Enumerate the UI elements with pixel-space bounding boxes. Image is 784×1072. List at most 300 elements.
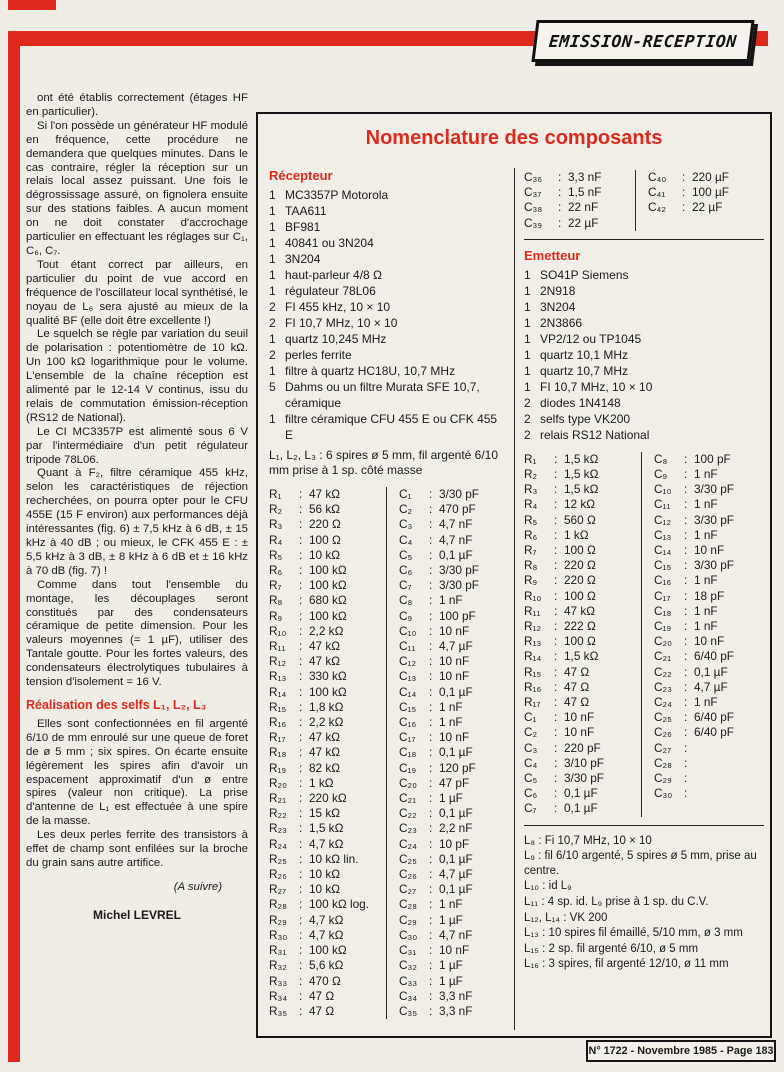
separator: : (429, 745, 433, 760)
separator: : (684, 619, 688, 634)
separator: : (299, 760, 303, 775)
separator: : (554, 801, 558, 816)
separator: : (429, 882, 433, 897)
component-item (524, 347, 764, 363)
rc-row (654, 589, 764, 604)
component-label: FI 455 kHz, 10 × 10 (285, 300, 391, 314)
top-left-red-mark (8, 0, 56, 10)
separator: : (684, 527, 688, 542)
component-name: C₃₂ (399, 958, 417, 973)
component-name: R₁₄ (524, 649, 542, 664)
component-value: 10 kΩ (309, 547, 341, 562)
separator: : (554, 467, 558, 482)
rc-row (654, 573, 764, 588)
component-qty: 1 (524, 347, 531, 362)
separator: : (429, 1003, 433, 1018)
component-value: 47 Ω (309, 1003, 335, 1018)
separator: : (429, 791, 433, 806)
separator: : (684, 497, 688, 512)
component-value: 1 µF (439, 791, 463, 806)
component-qty: 1 (269, 252, 276, 266)
rc-row (648, 200, 764, 215)
component-qty: 1 (269, 236, 276, 250)
separator: : (299, 593, 303, 608)
separator: : (554, 771, 558, 786)
component-name: C₃₄ (399, 988, 418, 1003)
emitter-rc-table (524, 452, 764, 817)
component-name: C₃₆ (524, 170, 543, 184)
component-value: 1,5 kΩ (564, 467, 599, 482)
component-name: C₃₀ (399, 927, 418, 942)
separator: : (299, 669, 303, 684)
component-qty: 2 (524, 395, 531, 410)
rc-row (654, 695, 764, 710)
component-value: 0,1 µF (439, 684, 473, 699)
component-value: 100 kΩ (309, 578, 347, 593)
separator: : (299, 912, 303, 927)
component-name: C₁₇ (399, 730, 416, 745)
rc-row (648, 170, 764, 185)
component-item (269, 203, 507, 219)
component-value: 1 kΩ (309, 775, 334, 790)
component-name: C₃ (399, 517, 413, 532)
rc-row (524, 634, 637, 649)
rc-row (654, 634, 764, 649)
component-value: 3/10 pF (564, 755, 605, 770)
separator: : (554, 755, 558, 770)
rc-row (654, 649, 764, 664)
rc-row (399, 867, 507, 882)
component-value: 47 kΩ (309, 487, 341, 501)
component-name: R₁₂ (269, 654, 287, 669)
rc-row (399, 1004, 507, 1019)
component-qty: 1 (269, 188, 276, 202)
coil-note: L₁₃ : 10 spires fil émaillé, 5/10 mm, ø 3 mm (524, 927, 743, 940)
separator: : (684, 558, 688, 573)
component-name: C₁₃ (399, 669, 417, 684)
selfs-heading: Réalisation des selfs L₁, L₂, L₃ (26, 697, 207, 712)
rc-row (524, 543, 637, 558)
separator: : (299, 1003, 303, 1018)
component-name: C₂₆ (654, 725, 672, 740)
component-item (269, 331, 507, 347)
component-value: 0,1 µF (439, 851, 473, 866)
separator: : (684, 588, 688, 603)
coil-note: L₁₁ : 4 sp. id. L₉ prise à 1 sp. du C.V. (524, 896, 709, 909)
separator: : (299, 927, 303, 942)
component-value: 3,3 nF (439, 988, 473, 1003)
component-name: C₄₀ (648, 170, 667, 184)
separator: : (554, 451, 558, 466)
separator: : (558, 185, 562, 200)
rc-row (399, 487, 507, 502)
component-qty: 2 (524, 427, 531, 442)
rc-row (269, 867, 382, 882)
component-name: R₁₀ (524, 588, 542, 603)
separator: : (682, 170, 686, 184)
rc-row (524, 680, 637, 695)
component-value: 1,5 kΩ (309, 821, 344, 836)
component-value: 220 µF (692, 170, 729, 184)
separator: : (684, 603, 688, 618)
rc-row (654, 482, 764, 497)
component-item (269, 219, 507, 235)
component-value: 4,7 µF (439, 867, 473, 882)
component-name: C₂₈ (399, 897, 417, 912)
separator: : (299, 958, 303, 973)
rc-row (524, 801, 637, 816)
component-value: 3/30 pF (694, 482, 735, 497)
separator: : (299, 715, 303, 730)
component-name: C₁₈ (399, 745, 417, 760)
component-value: 47 Ω (564, 664, 590, 679)
component-value: 3/30 pF (694, 512, 735, 527)
component-label: FI 10,7 MHz, 10 × 10 (285, 316, 398, 330)
component-value: 220 Ω (309, 517, 341, 532)
component-name: C₂₀ (399, 775, 417, 790)
component-value: 0,1 µF (439, 745, 473, 760)
component-name: R₂₂ (269, 806, 287, 821)
component-label: perles ferrite (285, 348, 352, 362)
component-value: 47 kΩ (309, 639, 341, 654)
article-paragraph: Elles sont confectionnées en fil argenté 6/10 de mm enroulé sur une queue de foret de ø 5 mm ; six spires. On écarte ensuite légèrement les spires afin d'avoir un espacement approximatif d'un ø entre spires (valeur non critique). La prise d'antenne de L₁ est effectuée à une spire de la masse. (26, 717, 248, 828)
component-item (269, 315, 507, 331)
separator: : (429, 502, 433, 517)
separator: : (554, 634, 558, 649)
component-name: R₃₅ (269, 1003, 288, 1018)
component-value: 1 nF (439, 897, 463, 912)
component-name: R₇ (524, 543, 537, 558)
rc-row (269, 791, 382, 806)
component-name: R₆ (269, 563, 283, 578)
rc-row (654, 665, 764, 680)
component-value: 22 nF (568, 200, 599, 215)
component-qty: 1 (269, 412, 276, 426)
article-column (26, 92, 248, 923)
component-name: C₁₄ (399, 684, 417, 699)
separator: : (299, 775, 303, 790)
rc-row (399, 821, 507, 836)
component-name: C₂₄ (654, 695, 672, 710)
rc-row (269, 639, 382, 654)
component-label: 2N918 (540, 283, 576, 298)
separator: : (554, 725, 558, 740)
component-name: C₄ (399, 532, 413, 547)
component-name: C₄₂ (648, 200, 666, 215)
component-value: 1 nF (694, 619, 718, 634)
separator: : (299, 563, 303, 578)
component-value: 10 nF (439, 669, 470, 684)
component-value (694, 756, 764, 771)
component-qty: 1 (524, 283, 531, 298)
left-red-rule (8, 31, 20, 1062)
separator: : (684, 664, 688, 679)
coil-note: L₁₅ : 2 sp. fil argenté 6/10, ø 5 mm (524, 942, 699, 955)
component-value: 120 pF (439, 760, 476, 775)
separator: : (684, 771, 688, 786)
component-value: 100 Ω (564, 588, 596, 603)
component-item (524, 331, 764, 347)
component-name: R₂₇ (269, 882, 287, 897)
component-name: C₂₆ (399, 867, 417, 882)
rc-row (269, 913, 382, 928)
component-item (524, 411, 764, 427)
rc-row (524, 513, 637, 528)
separator: : (299, 897, 303, 912)
component-value: 4,7 nF (439, 927, 473, 942)
separator: : (299, 730, 303, 745)
component-name: C₁ (524, 710, 537, 725)
separator: : (299, 623, 303, 638)
separator: : (299, 639, 303, 654)
separator: : (554, 543, 558, 558)
component-qty: 2 (269, 316, 276, 330)
rc-row (654, 528, 764, 543)
component-name: R₂₆ (269, 867, 287, 882)
rc-row (269, 745, 382, 760)
separator: : (429, 851, 433, 866)
component-value: 4,7 kΩ (309, 927, 344, 942)
component-name: R₁₆ (269, 715, 287, 730)
section-badge (531, 20, 754, 62)
component-name: C₂₉ (654, 771, 672, 786)
component-label: 2N3866 (540, 315, 583, 330)
component-name: C₁₂ (399, 654, 417, 669)
rc-row (269, 578, 382, 593)
component-item (524, 267, 764, 283)
rc-row (524, 589, 637, 604)
rc-row (399, 654, 507, 669)
component-name: R₁ (524, 451, 537, 466)
component-name: C₃₁ (399, 943, 417, 958)
component-name: C₃₅ (399, 1003, 418, 1018)
component-value: 10 nF (564, 725, 595, 740)
component-name: R₃₂ (269, 958, 287, 973)
rc-row (524, 725, 637, 740)
rc-row (269, 609, 382, 624)
component-name: C₁₈ (654, 603, 672, 618)
page-footer (586, 1040, 776, 1062)
rc-row (654, 543, 764, 558)
rc-row (524, 185, 631, 200)
receiver-rc-table (269, 487, 507, 1019)
component-name: R₁₄ (269, 684, 287, 699)
separator: : (429, 988, 433, 1003)
emitter-component-list (524, 267, 764, 443)
component-name: R₂ (524, 467, 538, 482)
component-item (524, 283, 764, 299)
coil-note: L₁₂, L₁₄ : VK 200 (524, 911, 608, 924)
component-name: R₇ (269, 578, 282, 593)
component-name: R₅ (269, 547, 283, 562)
component-value: 470 Ω (309, 973, 341, 988)
component-value: 1 nF (439, 593, 463, 608)
component-name: C₂₅ (399, 851, 417, 866)
component-value (694, 741, 764, 756)
component-name: C₄ (524, 755, 538, 770)
component-name: R₃ (524, 482, 538, 497)
component-name: C₁₆ (399, 715, 417, 730)
receiver-capacitor-column (387, 487, 507, 1019)
component-name: C₁₂ (654, 512, 672, 527)
component-value: 100 pF (439, 608, 476, 623)
component-name: C₁₁ (654, 497, 671, 512)
author-name: Michel LEVREL (92, 907, 181, 922)
separator: : (429, 517, 433, 532)
separator: : (429, 973, 433, 988)
component-value: 6/40 pF (694, 725, 735, 740)
rc-row (524, 573, 637, 588)
emitter-left-column (524, 452, 642, 817)
rc-row (399, 776, 507, 791)
component-name: C₅ (524, 771, 538, 786)
component-value: 100 Ω (564, 634, 596, 649)
coil-note: L₉ : fil 6/10 argenté, 5 spires ø 5 mm, prise au centre. (524, 850, 757, 877)
rc-row (269, 563, 382, 578)
rc-row (654, 467, 764, 482)
component-value: 10 nF (439, 623, 470, 638)
component-name: C₂₇ (399, 882, 417, 897)
component-name: R₁₅ (524, 664, 542, 679)
component-name: C₃ (524, 740, 538, 755)
rc-row (399, 837, 507, 852)
component-value: 10 nF (694, 543, 725, 558)
rc-row (269, 928, 382, 943)
component-name: R₁ (269, 487, 282, 501)
component-name: R₁₂ (524, 619, 542, 634)
separator: : (684, 649, 688, 664)
separator: : (299, 821, 303, 836)
rc-row (269, 654, 382, 669)
rc-row (524, 771, 637, 786)
rc-row (399, 852, 507, 867)
component-qty: 2 (269, 348, 276, 362)
component-name: R₂₀ (269, 775, 287, 790)
component-label: filtre céramique CFU 455 E ou CFK 455 E (285, 412, 498, 442)
separator: : (429, 943, 433, 958)
receiver-column (269, 168, 507, 1019)
component-item (269, 379, 507, 411)
separator: : (554, 603, 558, 618)
separator: : (684, 755, 688, 770)
component-value: 1,5 kΩ (564, 482, 599, 497)
separator: : (558, 200, 562, 215)
rc-row (269, 624, 382, 639)
component-qty: 5 (269, 380, 276, 394)
rc-row (399, 958, 507, 973)
separator: : (299, 882, 303, 897)
component-name: C₇ (524, 801, 537, 816)
component-label: filtre à quartz HC18U, 10,7 MHz (285, 364, 456, 378)
component-value: 1,5 kΩ (564, 451, 599, 466)
component-qty: 1 (269, 204, 276, 218)
component-value: 6/40 pF (694, 710, 735, 725)
component-label: TAA611 (285, 204, 327, 218)
component-value: 3,3 nF (439, 1003, 473, 1018)
separator: : (684, 451, 688, 466)
component-name: C₃₀ (654, 786, 673, 801)
separator: : (429, 715, 433, 730)
separator: : (429, 623, 433, 638)
component-value: 10 kΩ (309, 882, 341, 897)
article-paragraph: Quant à F₂, filtre céramique 455 kHz, selon les caractéristiques de réjection recherchées, on pourra opter pour le CFU 455E (15 F environ) aux performances déjà intéressantes (fig. 6) ± 7,5 kHz à 6 dB, ± 15 kHz à 40 dB ; ou mieux, le CFK 455 E : ± 5,5 kHz à 3 dB, ± 8 kHz à 6 dB et ± 16 kHz à 70 dB (fig. 7) ! (26, 467, 248, 577)
separator: : (299, 745, 303, 760)
component-name: R₉ (524, 573, 538, 588)
rc-row (269, 669, 382, 684)
rc-row (654, 786, 764, 801)
component-name: C₂₂ (399, 806, 417, 821)
selfs-paragraphs (26, 718, 248, 871)
rc-row (269, 517, 382, 532)
component-value: 100 kΩ (309, 943, 347, 958)
component-name: C₉ (399, 608, 413, 623)
component-qty: 1 (269, 364, 276, 378)
horizontal-rule (524, 825, 764, 826)
article-paragraph: Tout étant correct par ailleurs, en particulier du point de vue accord en fréquence de l'oscillateur local synthétisé, le noyau de L₆ sera ajusté au mieux de la qualité BF (elle doit être excellente !) (26, 258, 248, 327)
component-value: 47 Ω (564, 695, 590, 710)
component-value: 47 pF (439, 775, 470, 790)
separator: : (429, 730, 433, 745)
separator: : (682, 200, 686, 215)
rc-row (269, 974, 382, 989)
component-value: 220 pF (564, 740, 601, 755)
component-name: C₇ (399, 578, 412, 593)
component-value: 1 nF (694, 497, 718, 512)
component-item (524, 427, 764, 443)
component-label: selfs type VK200 (540, 411, 631, 426)
separator: : (299, 988, 303, 1003)
component-value: 220 Ω (564, 558, 596, 573)
component-value: 6/40 pF (694, 649, 735, 664)
component-label: relais RS12 National (540, 427, 650, 442)
component-name: R₁₁ (524, 603, 541, 618)
separator: : (554, 527, 558, 542)
separator: : (299, 487, 303, 501)
component-value: 100 kΩ (309, 563, 347, 578)
coil-notes (524, 834, 764, 972)
rc-row (524, 467, 637, 482)
component-value: 1 nF (694, 603, 718, 618)
component-item (269, 299, 507, 315)
component-value: 1,8 kΩ (309, 699, 344, 714)
rc-row (524, 695, 637, 710)
rc-row (399, 593, 507, 608)
component-name: R₂₉ (269, 912, 287, 927)
component-value: 0,1 µF (439, 882, 473, 897)
component-item (524, 363, 764, 379)
rc-row (399, 974, 507, 989)
rc-row (269, 837, 382, 852)
component-value (694, 771, 764, 786)
component-value: 220 Ω (564, 573, 596, 588)
rc-row (648, 185, 764, 200)
rc-row (654, 771, 764, 786)
component-name: R₃ (269, 517, 283, 532)
separator: : (299, 578, 303, 593)
component-value: 22 µF (692, 200, 723, 215)
separator: : (554, 710, 558, 725)
component-name: R₁₁ (269, 639, 286, 654)
component-value: 1 µF (439, 973, 463, 988)
separator: : (558, 170, 562, 184)
component-value: 4,7 nF (439, 532, 473, 547)
component-value: 1,5 kΩ (564, 649, 599, 664)
component-label: quartz 10,1 MHz (540, 347, 629, 362)
rc-row (269, 806, 382, 821)
rc-row (654, 604, 764, 619)
section-badge-label: EMISSION-RECEPTION (548, 31, 738, 51)
component-value: 3/30 pF (439, 487, 480, 501)
